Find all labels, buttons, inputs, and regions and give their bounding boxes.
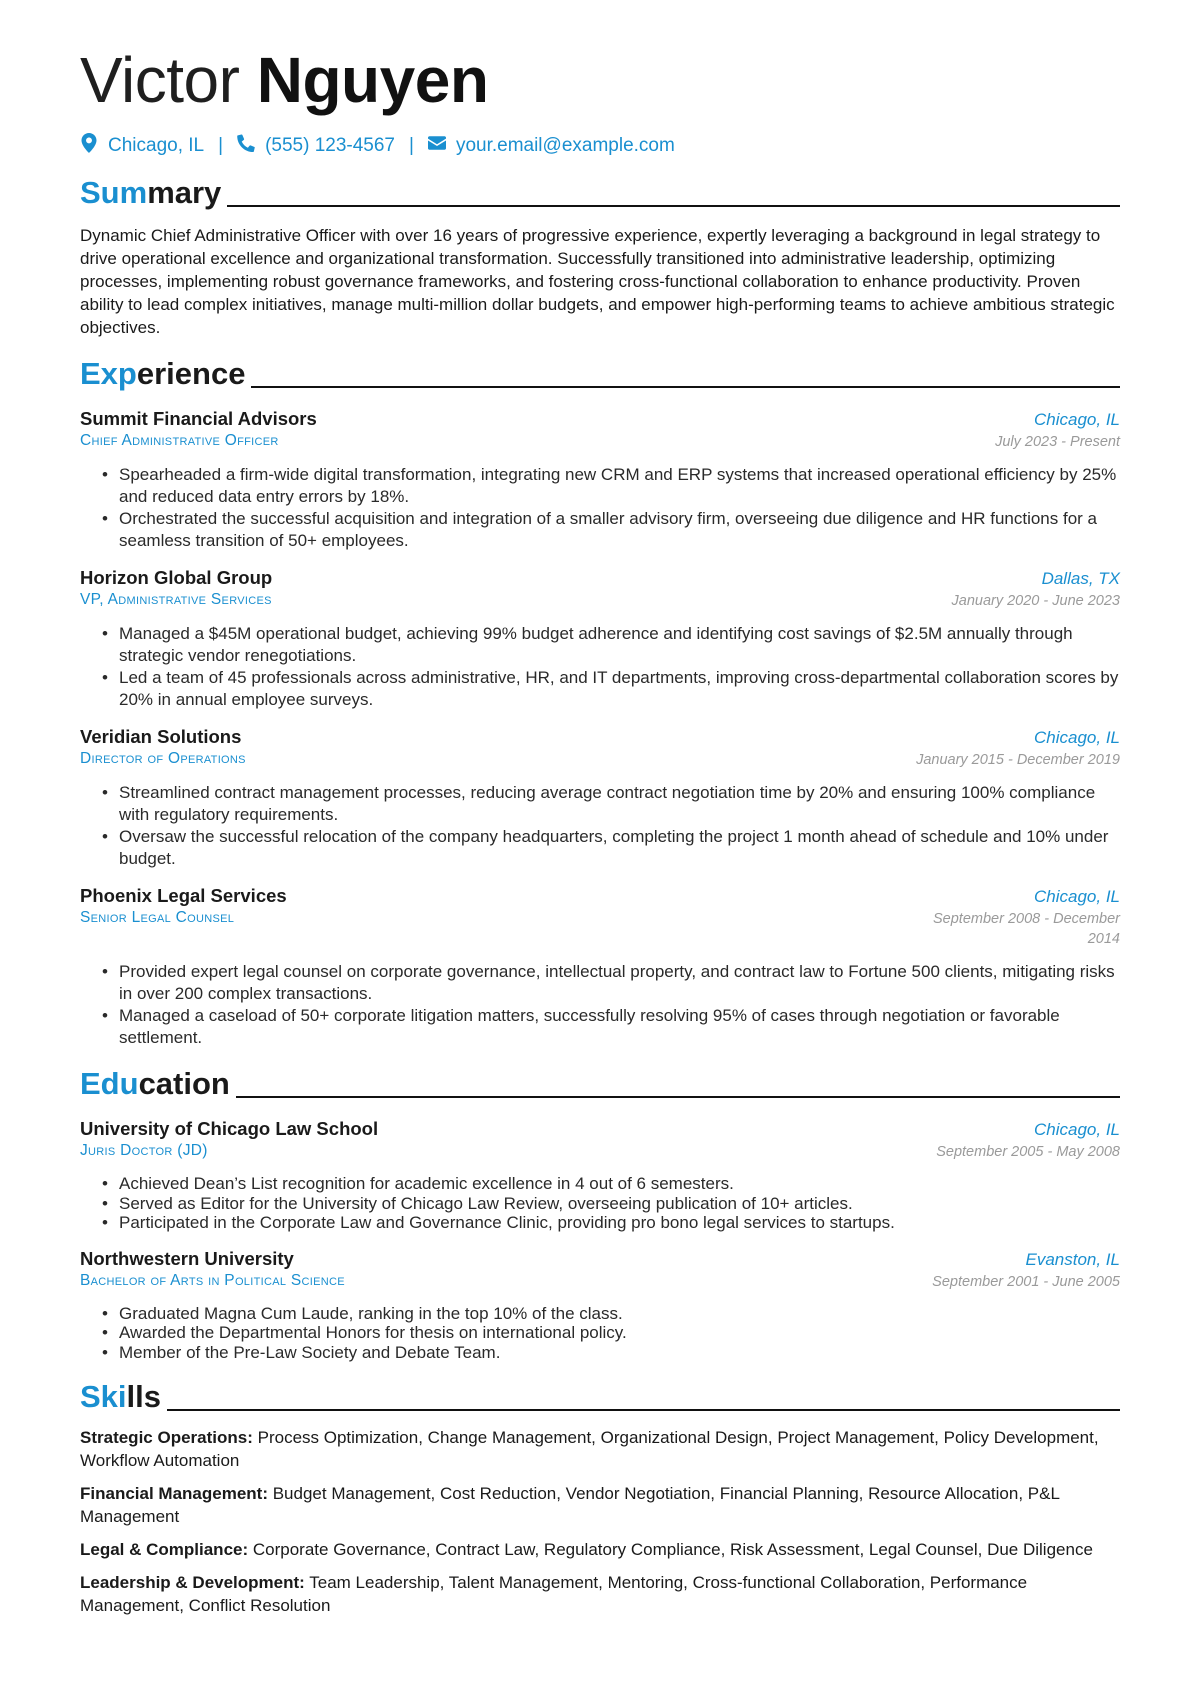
degree: Juris Doctor (JD): [80, 1142, 208, 1159]
experience-entry: [80, 884, 1120, 1049]
job-location: Chicago, IL: [1034, 728, 1120, 747]
contact-email[interactable]: [428, 133, 675, 159]
job-location: Dallas, TX: [1041, 569, 1120, 588]
section-divider: [227, 205, 1120, 207]
achievement-list: [80, 623, 1120, 711]
location-text: Chicago, IL: [108, 135, 205, 156]
achievement-list: [80, 782, 1120, 870]
education-dates: September 2005 - May 2008: [936, 1144, 1120, 1160]
job-dates: January 2015 - December 2019: [916, 752, 1120, 768]
achievement-list: [80, 1174, 1120, 1233]
section-title: Education: [80, 1066, 230, 1101]
list-item: • Streamlined contract management processes, reducing average contract negotiation time by 20% and ensuring 100% compliance with regulatory requirements.: [102, 782, 1120, 826]
phone-icon: [237, 133, 255, 159]
skill-group-items: Team Leadership, Talent Management, Mentoring, Cross-functional Collaboration, Performance Management, Conflict Resolution: [80, 1573, 1028, 1615]
contact-separator: |: [218, 135, 224, 156]
job-location: Chicago, IL: [1034, 887, 1120, 906]
job-dates: July 2023 - Present: [995, 434, 1120, 450]
company-name: Summit Financial Advisors: [80, 408, 317, 429]
job-title: Director of Operations: [80, 750, 246, 767]
skills-heading: [80, 1374, 1120, 1416]
experience-entry: [80, 566, 1120, 711]
school-location: Evanston, IL: [1025, 1249, 1120, 1269]
list-item: • Orchestrated the successful acquisition and integration of a smaller advisory firm, overseeing due diligence and HR functions for a seamless transition of 50+ employees.: [102, 508, 1120, 552]
education-entry: [80, 1117, 1120, 1233]
achievement-list: [80, 961, 1120, 1049]
summary-heading: [80, 170, 1120, 212]
section-divider: [167, 1409, 1120, 1411]
skill-group-items: Budget Management, Cost Reduction, Vendor Negotiation, Financial Planning, Resource Allocation, P&L Management: [80, 1484, 1060, 1526]
skill-group-label: Legal & Compliance:: [80, 1540, 249, 1559]
section-title: Experience: [80, 356, 246, 391]
list-item: • Awarded the Departmental Honors for thesis on international policy.: [102, 1323, 1120, 1343]
achievement-list: [80, 464, 1120, 552]
list-item: • Oversaw the successful relocation of the company headquarters, completing the project 1 month ahead of schedule and 10% under budget.: [102, 826, 1120, 870]
skill-group-items: Corporate Governance, Contract Law, Regulatory Compliance, Risk Assessment, Legal Counsel, Due Diligence: [252, 1540, 1093, 1559]
phone-text: (555) 123-4567: [265, 135, 395, 156]
experience-entry: [80, 407, 1120, 552]
experience-entry: [80, 725, 1120, 870]
section-title: Summary: [80, 175, 222, 210]
section-divider: [236, 1096, 1120, 1098]
list-item: • Participated in the Corporate Law and Governance Clinic, providing pro bono legal services to startups.: [102, 1213, 1120, 1233]
job-location: Chicago, IL: [1034, 410, 1120, 429]
skill-group-label: Financial Management:: [80, 1484, 268, 1503]
skill-group-label: Leadership & Development:: [80, 1573, 305, 1592]
last-name: Nguyen: [256, 44, 489, 116]
skill-group-label: Strategic Operations:: [80, 1428, 253, 1447]
contact-line: [80, 132, 1120, 160]
email-text: your.email@example.com: [455, 135, 675, 156]
contact-location: [80, 133, 204, 159]
skill-group: [80, 1426, 1120, 1472]
degree: Bachelor of Arts in Political Science: [80, 1271, 345, 1289]
contact-phone[interactable]: [237, 133, 395, 159]
job-dates: September 2008 - December 2014: [933, 911, 1120, 947]
candidate-name: [80, 38, 1120, 122]
first-name: Victor: [80, 44, 240, 116]
education-dates: September 2001 - June 2005: [932, 1273, 1120, 1290]
list-item: • Achieved Dean’s List recognition for academic excellence in 4 out of 6 semesters.: [102, 1174, 1120, 1194]
education-heading: [80, 1061, 1120, 1103]
skill-group: [80, 1482, 1120, 1528]
company-name: Phoenix Legal Services: [80, 885, 287, 906]
resume-page: [80, 0, 1120, 1617]
company-name: Horizon Global Group: [80, 567, 273, 588]
section-title: Skills: [80, 1379, 161, 1414]
school-name: University of Chicago Law School: [80, 1118, 379, 1139]
education-entry: [80, 1247, 1120, 1363]
job-dates: January 2020 - June 2023: [951, 593, 1120, 609]
list-item: • Spearheaded a firm-wide digital transformation, integrating new CRM and ERP systems that increased operational efficiency by 25% and reduced data entry errors by 18%.: [102, 464, 1120, 508]
skill-group-items: Process Optimization, Change Management, Organizational Design, Project Management, Policy Development, Workflow Automation: [80, 1428, 1099, 1470]
map-marker-icon: [80, 133, 98, 159]
company-name: Veridian Solutions: [80, 726, 242, 747]
list-item: • Served as Editor for the University of Chicago Law Review, overseeing publication of 10+ articles.: [102, 1194, 1120, 1214]
contact-separator: |: [409, 135, 414, 156]
list-item: • Managed a caseload of 50+ corporate litigation matters, successfully resolving 95% of cases through negotiation or favorable settlement.: [102, 1005, 1120, 1049]
job-title: VP, Administrative Services: [80, 591, 272, 608]
school-name: Northwestern University: [80, 1247, 294, 1269]
experience-heading: [80, 351, 1120, 393]
section-divider: [251, 386, 1120, 388]
job-title: Senior Legal Counsel: [80, 909, 235, 926]
list-item: • Provided expert legal counsel on corporate governance, intellectual property, and contract law to Fortune 500 clients, mitigating risks in over 200 complex transactions.: [102, 961, 1120, 1005]
achievement-list: [80, 1304, 1120, 1363]
skill-group: [80, 1538, 1120, 1561]
list-item: • Managed a $45M operational budget, achieving 99% budget adherence and identifying cost savings of $2.5M annually through strategic vendor renegotiations.: [102, 623, 1120, 667]
job-title: Chief Administrative Officer: [80, 432, 279, 449]
list-item: • Led a team of 45 professionals across administrative, HR, and IT departments, improving cross-departmental collaboration scores by 20% in annual employee surveys.: [102, 667, 1120, 711]
school-location: Chicago, IL: [1034, 1120, 1120, 1139]
skill-group: [80, 1571, 1120, 1617]
list-item: • Member of the Pre-Law Society and Debate Team.: [102, 1343, 1120, 1363]
envelope-icon: [428, 133, 446, 159]
list-item: • Graduated Magna Cum Laude, ranking in the top 10% of the class.: [102, 1304, 1120, 1324]
summary-text: Dynamic Chief Administrative Officer with over 16 years of progressive experience, expertly leveraging a background in legal strategy to drive operational excellence and organizational transformation. Successfully transitioned into administrative leadership, optimizing processes, implementing robust governance frameworks, and fostering cross-functional collaboration to enhance productivity. Proven ability to lead complex initiatives, manage multi-million dollar budgets, and empower high-performing teams to achieve ambitious strategic objectives.: [80, 226, 1115, 337]
